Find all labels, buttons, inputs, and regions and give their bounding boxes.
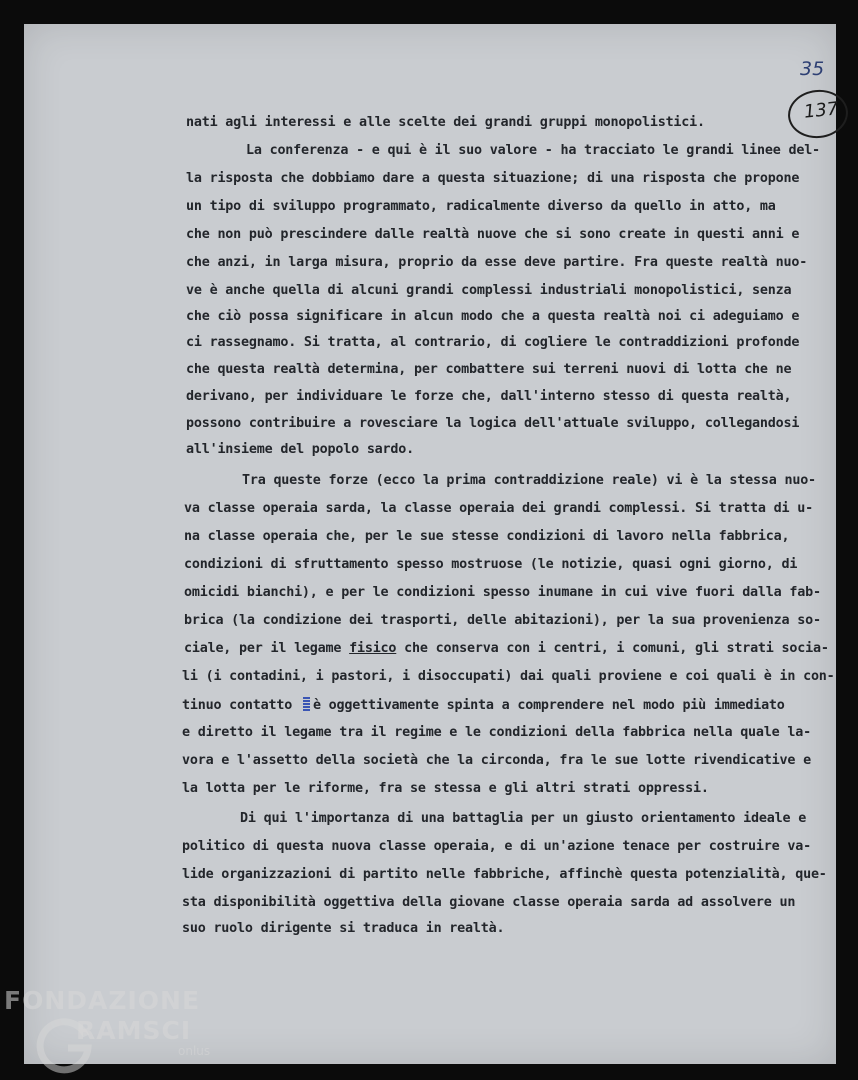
text-line: La conferenza - e qui è il suo valore - ha tracciato le grandi linee del- (246, 143, 820, 158)
text-line: Di qui l'importanza di una battaglia per un giusto orientamento ideale e (240, 811, 807, 826)
text-line: che anzi, in larga misura, proprio da esse deve partire. Fra queste realtà nuo- (186, 255, 808, 270)
text-line: ci rassegnamo. Si tratta, al contrario, di cogliere le contraddizioni profonde (186, 335, 800, 350)
underlined-word: fisico (349, 641, 397, 656)
text-line: lide organizzazioni di partito nelle fabbriche, affinchè questa potenzialità, que- (182, 867, 827, 882)
text-line: li (i contadini, i pastori, i disoccupati) dai quali proviene e coi quali è in con- (182, 669, 835, 684)
text-line: all'insieme del popolo sardo. (186, 442, 414, 457)
text-segment: che conserva con i centri, i comuni, gli strati socia- (396, 641, 829, 656)
text-segment: ciale, per il legame (184, 641, 350, 656)
text-line: va classe operaia sarda, la classe operaia dei grandi complessi. Si tratta di u- (184, 501, 813, 516)
text-line: nati agli interessi e alle scelte dei grandi gruppi monopolistici. (186, 115, 705, 130)
text-line: na classe operaia che, per le sue stesse condizioni di lavoro nella fabbrica, (184, 529, 790, 544)
text-line: suo ruolo dirigente si traduca in realtà. (182, 921, 505, 936)
text-line: un tipo di sviluppo programmato, radicalmente diverso da quello in atto, ma (186, 199, 776, 214)
watermark-line1: FONDAZIONE (4, 986, 201, 1015)
text-line: la risposta che dobbiamo dare a questa situazione; di una risposta che propone (186, 171, 800, 186)
text-line: possono contribuire a rovesciare la logica dell'attuale sviluppo, collegandosi (186, 416, 800, 431)
text-line: politico di questa nuova classe operaia, e di un'azione tenace per costruire va- (182, 839, 811, 854)
document-page (24, 24, 840, 1064)
text-line: omicidi bianchi), e per le condizioni spesso inumane in cui vive fuori dalla fab- (184, 585, 821, 600)
handwritten-page-number: 35 (800, 58, 825, 80)
text-line: sta disponibilità oggettiva della giovane classe operaia sarda ad assolvere un (182, 895, 796, 910)
text-line: che ciò possa significare in alcun modo che a questa realtà noi ci adeguiamo e (186, 309, 800, 324)
text-segment: è oggettivamente spinta a comprendere nel modo più immediato (312, 698, 785, 713)
text-line: che questa realtà determina, per combattere sui terreni nuovi di lotta che ne (186, 362, 792, 377)
text-line: e diretto il legame tra il regime e le condizioni della fabbrica nella quale la- (182, 725, 811, 740)
text-line: condizioni di sfruttamento spesso mostruose (le notizie, quasi ogni giorno, di (184, 557, 798, 572)
text-line (184, 641, 829, 657)
text-line: ve è anche quella di alcuni grandi complessi industriali monopolistici, senza (186, 283, 792, 298)
archive-stamp-number: 137 (802, 98, 840, 123)
watermark-line3: onlus (178, 1044, 211, 1058)
text-line: derivano, per individuare le forze che, dall'interno stesso di questa realtà, (186, 389, 792, 404)
text-line (182, 697, 785, 714)
watermark-line2: RAMSCI (76, 1016, 192, 1045)
text-line: la lotta per le riforme, fra se stessa e gli altri strati oppressi. (182, 781, 709, 796)
text-line: Tra queste forze (ecco la prima contraddizione reale) vi è la stessa nuo- (242, 473, 816, 488)
text-line: vora e l'assetto della società che la circonda, fra le sue lotte rivendicative e (182, 753, 811, 768)
blue-ink-mark (303, 697, 310, 711)
fondazione-gramsci-watermark (4, 986, 224, 1080)
text-line: che non può prescindere dalle realtà nuove che si sono create in questi anni e (186, 227, 800, 242)
text-segment: tinuo contatto (182, 698, 300, 713)
text-line: brica (la condizione dei trasporti, delle abitazioni), per la sua provenienza so- (184, 613, 821, 628)
